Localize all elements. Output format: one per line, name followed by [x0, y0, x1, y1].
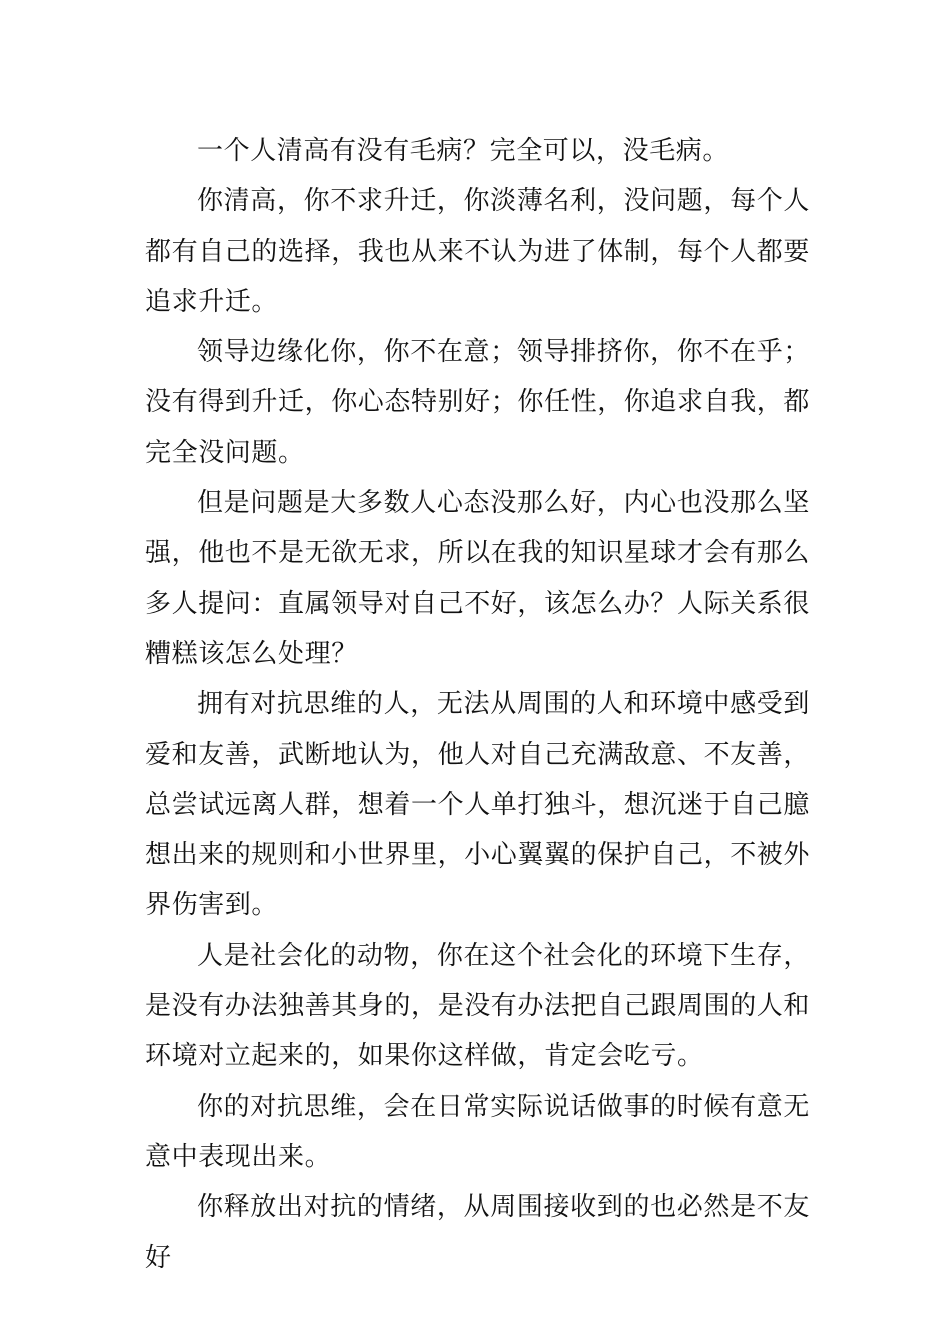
paragraph-8: 你释放出对抗的情绪，从周围接收到的也必然是不友好: [145, 1192, 810, 1273]
paragraph-2: 你清高，你不求升迁，你淡薄名利，没问题，每个人都有自己的选择，我也从来不认为进了体制，每个人都要追求升迁。: [145, 186, 811, 317]
paragraph-4: 但是问题是大多数人心态没那么好，内心也没那么坚强，他也不是无欲无求，所以在我的知识星球才会有那么多人提问：直属领导对自己不好，该怎么办？人际关系很糟糕该怎么处理？: [145, 488, 811, 669]
paragraph-1: 一个人清高有没有毛病？完全可以，没毛病。: [197, 136, 730, 166]
document-body: [145, 126, 810, 1283]
paragraph-7: 你的对抗思维，会在日常实际说话做事的时候有意无意中表现出来。: [145, 1091, 810, 1172]
paragraph-6: 人是社会化的动物，你在这个社会化的环境下生存，是没有办法独善其身的，是没有办法把自己跟周围的人和环境对立起来的，如果你这样做，肯定会吃亏。: [145, 940, 811, 1072]
paragraph-5: 拥有对抗思维的人，无法从周围的人和环境中感受到爱和友善，武断地认为，他人对自己充满敌意、不友善，总尝试远离人群，想着一个人单打独斗，想沉迷于自己臆想出来的规则和小世界里，小心翼翼的保护自己，不被外界伤害到。: [145, 689, 811, 921]
paragraph-3: 领导边缘化你，你不在意；领导排挤你，你不在乎；没有得到升迁，你心态特别好；你任性，你追求自我，都完全没问题。: [145, 337, 811, 468]
